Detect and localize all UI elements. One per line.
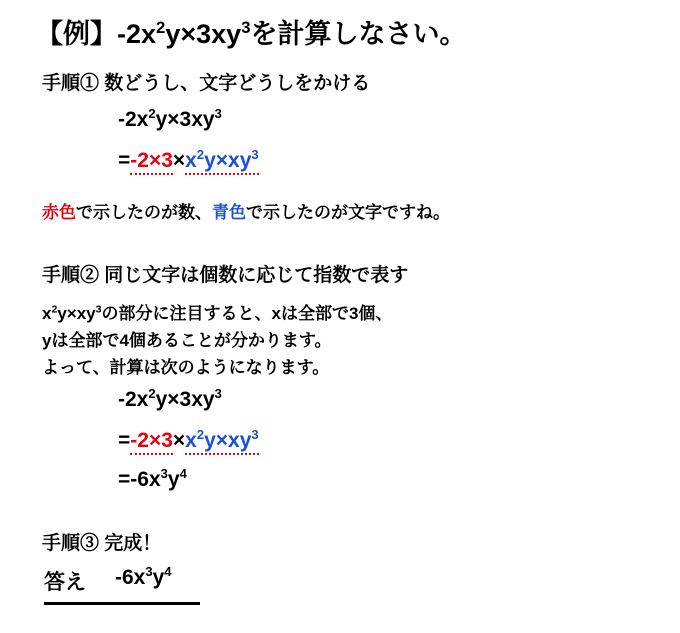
title-suffix: を計算しなさい。 (250, 19, 467, 49)
step-1-label: 手順① 数どうし、文字どうしをかける (42, 73, 371, 94)
page-title (36, 12, 467, 51)
variable-part-highlight: $x^2y\times xy^3$ (185, 429, 259, 455)
answer-label: 答え (44, 571, 86, 594)
variable-part-highlight: $x^2y\times xy^3$ (185, 149, 259, 175)
numeric-part-highlight: -2×3 (130, 149, 173, 175)
title-prefix: 【例】 (36, 19, 117, 49)
title-expression: $-2x^2y\times 3xy^3$ (117, 18, 251, 49)
focus-note-line-3: よって、計算は次のようになります。 (42, 358, 330, 377)
numeric-part-highlight: -2×3 (130, 429, 173, 455)
step2-expression-line-2: $=-2\times 3\times x^2y\times xy^3$ (118, 429, 259, 453)
color-legend-note: 赤色で示したのが数、青色で示したのが文字ですね。 (42, 203, 450, 222)
focus-note-line-2: yは全部で4個あることが分かります。 (42, 331, 332, 350)
step-3-label: 手順③ 完成！ (42, 533, 162, 554)
step1-expression-line-2: $=-2\times 3\times x^2y\times xy^3$ (118, 149, 259, 173)
answer-underline (44, 602, 200, 605)
step2-expression-line-1: $-2x^2y\times 3xy^3$ (118, 386, 222, 411)
step-2-label: 手順② 同じ文字は個数に応じて指数で表す (42, 265, 409, 286)
step2-expression-line-3: $=-6x^3y^4$ (118, 466, 187, 491)
focus-note-line-1: $x^2y\times xy^3$の部分に注目すると、xは全部で3個、 (42, 303, 393, 323)
step1-expression-line-1: $-2x^2y\times 3xy^3$ (118, 106, 222, 131)
answer-expression: $-6x^3y^4$ (115, 564, 172, 589)
